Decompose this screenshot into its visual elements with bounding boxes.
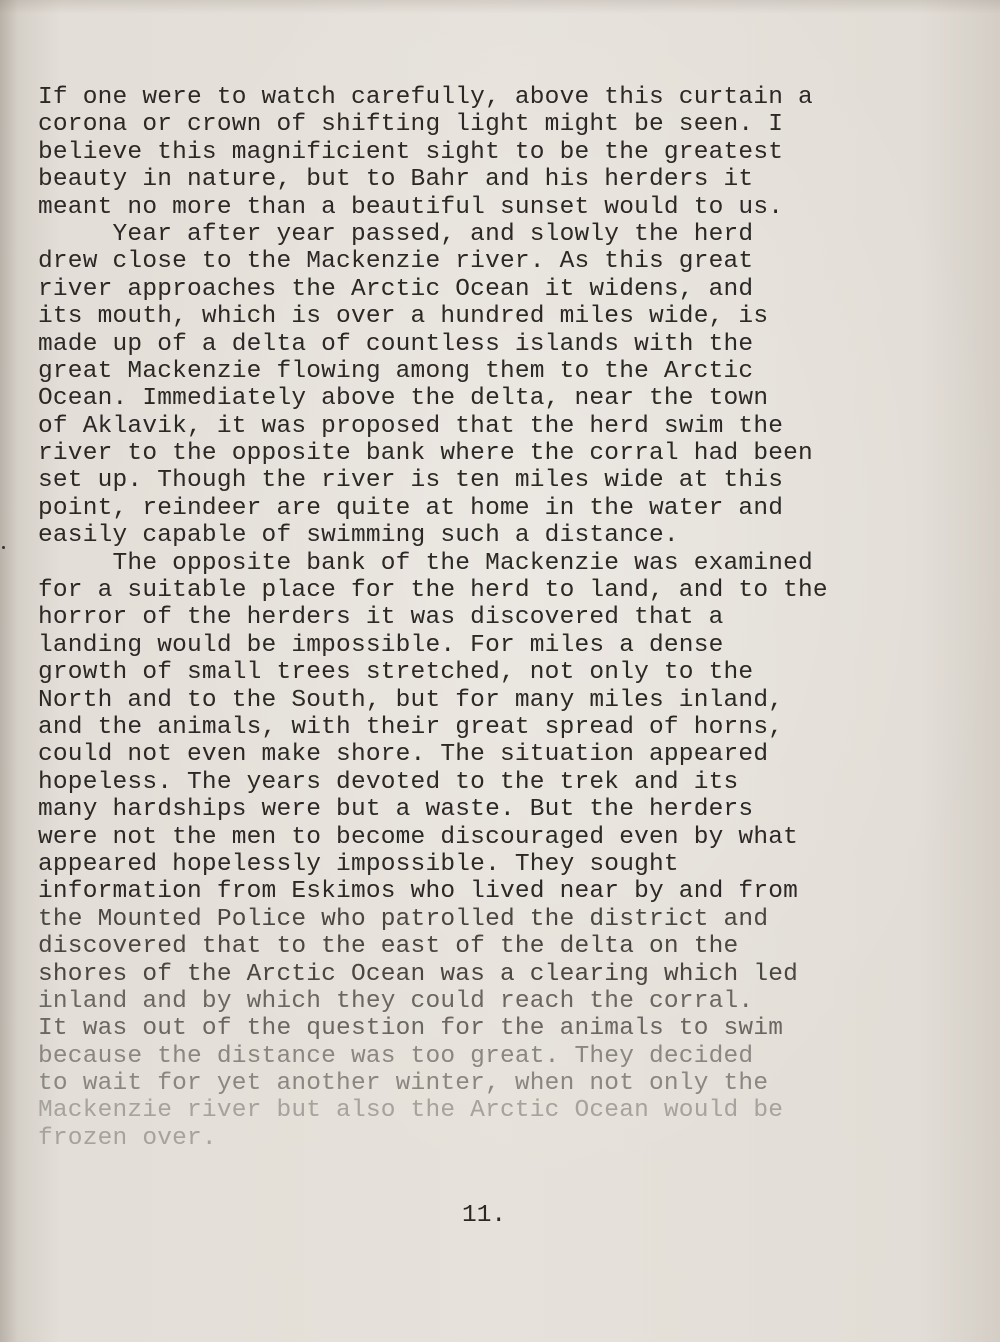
- text-line: Mackenzie river but also the Arctic Ocean would be: [38, 1097, 784, 1125]
- text-line: because the distance was too great. They decided: [38, 1042, 754, 1070]
- page-number: 11.: [462, 1202, 507, 1229]
- text-line: to wait for yet another winter, when not only the: [38, 1070, 769, 1098]
- text-line: many hardships were but a waste. But the herders: [38, 796, 754, 824]
- text-line: If one were to watch carefully, above this curtain a: [38, 84, 813, 111]
- text-line: of Aklavik, it was proposed that the herd swim the: [38, 412, 784, 440]
- text-line: made up of a delta of countless islands with the: [38, 330, 754, 358]
- text-line: North and to the South, but for many miles inland,: [38, 686, 784, 714]
- text-line: for a suitable place for the herd to land, and to the: [38, 577, 828, 605]
- text-line: and the animals, with their great spread of horns,: [38, 713, 784, 741]
- text-line: It was out of the question for the animals to swim: [38, 1015, 784, 1043]
- text-line: growth of small trees stretched, not only to the: [38, 659, 754, 687]
- text-line: beauty in nature, but to Bahr and his herders it: [38, 166, 754, 194]
- text-line: The opposite bank of the Mackenzie was examined: [38, 549, 813, 577]
- text-line: set up. Though the river is ten miles wide at this: [38, 467, 784, 495]
- text-line: believe this magnificient sight to be the greatest: [38, 138, 784, 166]
- text-line: point, reindeer are quite at home in the water and: [38, 494, 784, 522]
- text-line: horror of the herders it was discovered that a: [38, 604, 724, 632]
- text-line: frozen over.: [38, 1124, 217, 1152]
- text-line: easily capable of swimming such a distance.: [38, 522, 679, 550]
- text-line: inland and by which they could reach the corral.: [38, 987, 754, 1015]
- text-line: meant no more than a beautiful sunset would to us.: [38, 193, 784, 221]
- text-line: appeared hopelessly impossible. They sought: [38, 850, 679, 878]
- text-line: shores of the Arctic Ocean was a clearing which led: [38, 960, 799, 988]
- text-line: corona or crown of shifting light might be seen. I: [38, 111, 784, 139]
- text-line: great Mackenzie flowing among them to the Arctic: [38, 357, 754, 385]
- text-line: discovered that to the east of the delta on the: [38, 933, 739, 961]
- text-line: hopeless. The years devoted to the trek and its: [38, 768, 739, 796]
- margin-dot: [2, 546, 5, 549]
- text-line: river to the opposite bank where the corral had been: [38, 440, 813, 468]
- text-line: Year after year passed, and slowly the herd: [38, 220, 754, 248]
- text-line: its mouth, which is over a hundred miles wide, is: [38, 303, 769, 331]
- text-line: could not even make shore. The situation appeared: [38, 741, 769, 769]
- text-line: information from Eskimos who lived near by and from: [38, 878, 799, 906]
- text-line: the Mounted Police who patrolled the district and: [38, 905, 769, 933]
- typed-body-text: [38, 84, 968, 1152]
- text-line: river approaches the Arctic Ocean it widens, and: [38, 275, 754, 303]
- text-line: landing would be impossible. For miles a dense: [38, 631, 724, 659]
- text-line: Ocean. Immediately above the delta, near the town: [38, 385, 769, 413]
- text-line: were not the men to become discouraged even by what: [38, 823, 799, 851]
- text-line: drew close to the Mackenzie river. As this great: [38, 248, 754, 276]
